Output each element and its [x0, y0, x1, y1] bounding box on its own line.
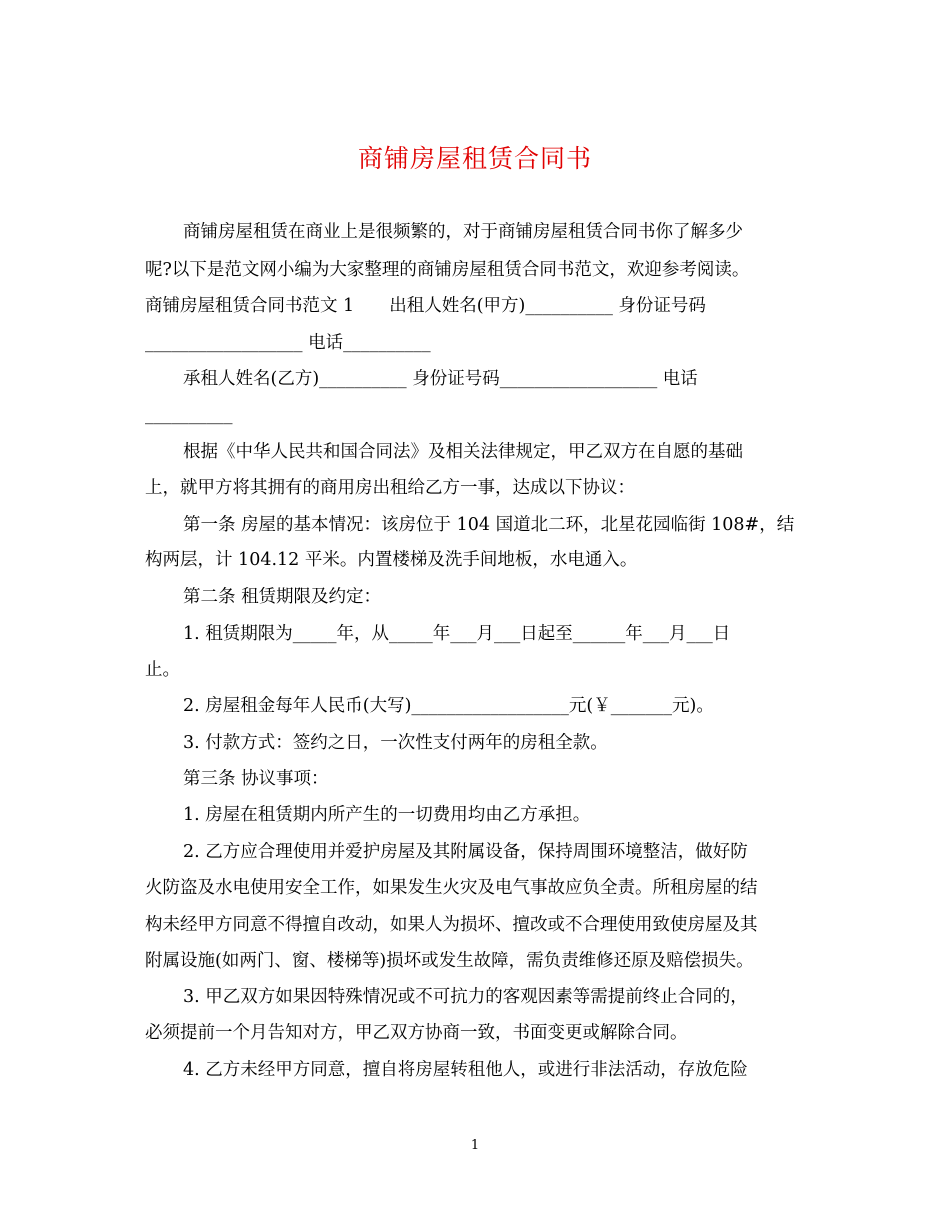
paragraph-line: 商铺房屋租赁在商业上是很频繁的，对于商铺房屋租赁合同书你了解多少: [183, 222, 743, 242]
paragraph-line: 2. 乙方应合理使用并爱护房屋及其附属设备，保持周围环境整洁，做好防: [183, 842, 748, 862]
paragraph-line: 第二条 租赁期限及约定：: [183, 587, 382, 607]
paragraph-line: 必须提前一个月告知对方，甲乙双方协商一致，书面变更或解除合同。: [145, 1023, 688, 1043]
paragraph-line: 4. 乙方未经甲方同意，擅自将房屋转租他人，或进行非法活动，存放危险: [183, 1060, 748, 1080]
paragraph-line: 第三条 协议事项：: [183, 769, 329, 789]
document-title: 商铺房屋租赁合同书: [357, 144, 592, 173]
paragraph-line: 上，就甲方将其拥有的商用房出租给乙方一事，达成以下协议：: [145, 478, 635, 498]
page-number: 1: [470, 1138, 480, 1153]
paragraph-line: 1. 房屋在租赁期内所产生的一切费用均由乙方承担。: [183, 805, 591, 825]
paragraph-line: 构两层，计 104.12 平米。内置楼梯及洗手间地板，水电通入。: [145, 550, 638, 570]
paragraph-line: 构未经甲方同意不得擅自改动，如果人为损坏、擅改或不合理使用致使房屋及其: [145, 915, 758, 935]
paragraph-line: 根据《中华人民共和国合同法》及相关法律规定，甲乙双方在自愿的基础: [183, 442, 743, 462]
paragraph-line: 1. 租赁期限为_____年，从_____年___月___日起至______年___月___日: [183, 624, 731, 644]
paragraph-line: 呢?以下是范文网小编为大家整理的商铺房屋租赁合同书范文，欢迎参考阅读。: [145, 260, 750, 280]
paragraph-line: __________________ 电话__________: [145, 333, 431, 353]
paragraph-line: 火防盗及水电使用安全工作，如果发生火灾及电气事故应负全责。所租房屋的结: [145, 878, 758, 898]
paragraph-line: 2. 房屋租金每年人民币(大写)__________________元(￥_______元)。: [183, 696, 714, 716]
paragraph-line: 承租人姓名(乙方)__________ 身份证号码__________________ 电话: [183, 369, 698, 389]
paragraph-line: 3. 付款方式：签约之日，一次性支付两年的房租全款。: [183, 733, 608, 753]
paragraph-line: 附属设施(如两门、窗、楼梯等)损坏或发生故障，需负责维修还原及赔偿损失。: [145, 951, 754, 971]
paragraph-line: 第一条 房屋的基本情况：该房位于 104 国道北二环，北星花园临街 108#，结: [183, 515, 795, 535]
paragraph-line: 止。: [145, 660, 180, 680]
paragraph-line: 3. 甲乙双方如果因特殊情况或不可抗力的客观因素等需提前终止合同的，: [183, 987, 748, 1007]
paragraph-line: 商铺房屋租赁合同书范文 1 出租人姓名(甲方)__________ 身份证号码: [145, 296, 706, 316]
paragraph-line: __________: [145, 405, 233, 425]
